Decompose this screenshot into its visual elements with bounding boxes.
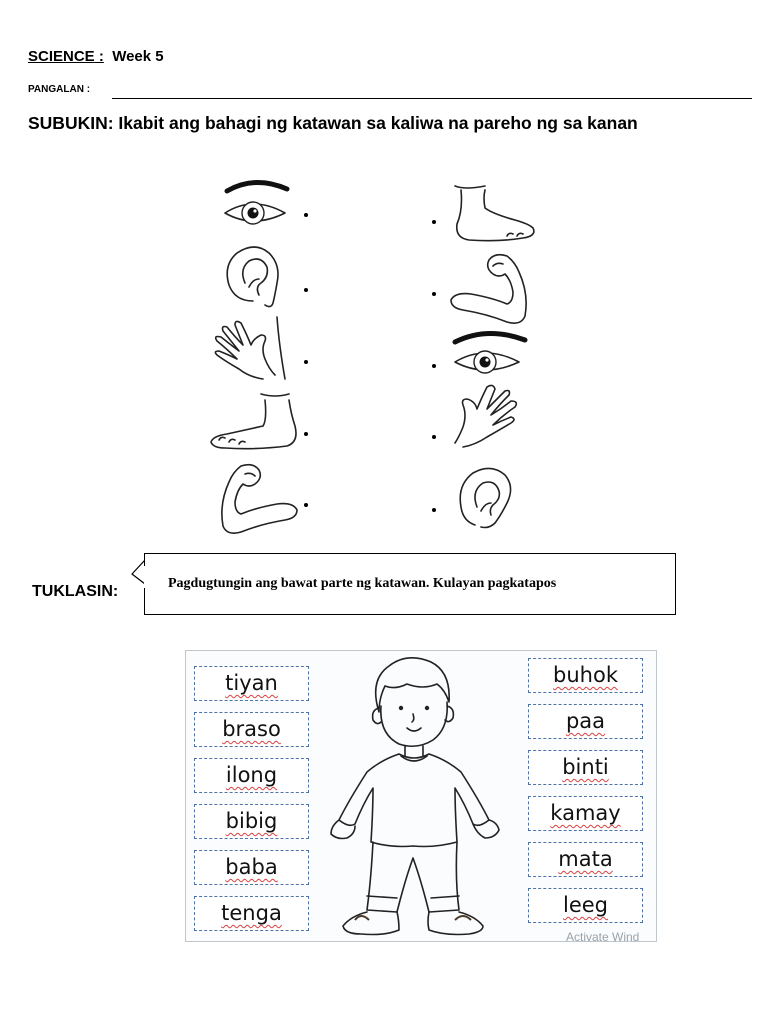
boy-illustration (315, 650, 515, 942)
tuklasin-label: TUKLASIN: (32, 583, 119, 600)
word-label-8[interactable]: paa (528, 704, 643, 739)
word-label-4[interactable]: bibig (194, 804, 309, 839)
word-label-10[interactable]: kamay (528, 796, 643, 831)
name-label: PANGALAN : (28, 84, 91, 95)
left-dot-3[interactable] (304, 360, 308, 364)
left-dot-4[interactable] (304, 432, 308, 436)
activation-watermark: Activate Wind (566, 930, 640, 944)
ear-icon (460, 468, 510, 527)
week-label: Week 5 (112, 48, 164, 65)
subject-separator: : (94, 48, 104, 65)
foot-icon (211, 394, 296, 449)
eye-icon (225, 182, 287, 224)
word-label-5[interactable]: baba (194, 850, 309, 885)
eye-icon (455, 333, 525, 373)
foot-icon (455, 186, 534, 241)
word-label-11[interactable]: mata (528, 842, 643, 877)
arm-icon (451, 255, 526, 323)
subject-label: SCIENCE (28, 48, 95, 65)
right-body-parts (445, 178, 545, 538)
left-dot-2[interactable] (304, 288, 308, 292)
word-label-9[interactable]: binti (528, 750, 643, 785)
right-dot-1[interactable] (432, 220, 436, 224)
arm-icon (222, 465, 297, 533)
callout-instruction: Pagdugtungin ang bawat parte ng katawan. Kulayan pagkatapos (168, 576, 557, 591)
left-dot-1[interactable] (304, 213, 308, 217)
ear-icon (227, 247, 278, 307)
word-label-6[interactable]: tenga (194, 896, 309, 931)
left-dot-5[interactable] (304, 503, 308, 507)
hand-icon (455, 385, 516, 447)
word-label-3[interactable]: ilong (194, 758, 309, 793)
boy-icon (331, 658, 499, 935)
name-blank-line[interactable] (112, 98, 752, 99)
right-dot-4[interactable] (432, 435, 436, 439)
callout-pointer-cover (139, 566, 149, 588)
right-dot-5[interactable] (432, 508, 436, 512)
word-label-7[interactable]: buhok (528, 658, 643, 693)
right-dot-3[interactable] (432, 364, 436, 368)
subject-heading (28, 48, 164, 65)
subukin-instruction: SUBUKIN: Ikabit ang bahagi ng katawan sa kaliwa na pareho ng sa kanan (28, 113, 638, 133)
hand-icon (215, 317, 285, 379)
word-label-12[interactable]: leeg (528, 888, 643, 923)
word-label-1[interactable]: tiyan (194, 666, 309, 701)
left-body-parts (205, 175, 305, 540)
word-label-2[interactable]: braso (194, 712, 309, 747)
right-dot-2[interactable] (432, 292, 436, 296)
